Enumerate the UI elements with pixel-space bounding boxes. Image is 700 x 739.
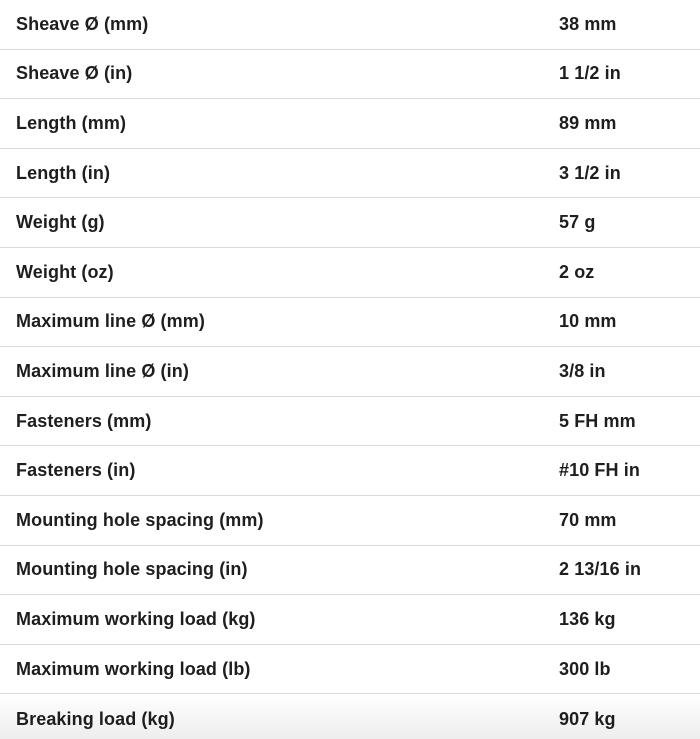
spec-value: 3 1/2 in	[559, 162, 621, 183]
spec-value: 136 kg	[559, 608, 616, 629]
spec-row-length-mm	[0, 99, 700, 149]
spec-label: Sheave Ø (mm)	[16, 13, 149, 34]
spec-row-fasteners-mm	[0, 397, 700, 447]
spec-label: Length (mm)	[16, 112, 127, 133]
spec-value: 38 mm	[559, 13, 617, 34]
spec-row-weight-g	[0, 198, 700, 248]
spec-label: Breaking load (kg)	[16, 708, 175, 729]
spec-label: Weight (g)	[16, 212, 105, 233]
spec-row-hole-spacing-in	[0, 546, 700, 596]
spec-value: 1 1/2 in	[559, 63, 621, 84]
spec-row-max-line-in	[0, 347, 700, 397]
spec-label: Weight (oz)	[16, 261, 114, 282]
spec-value: 5 FH mm	[559, 410, 636, 431]
spec-label: Sheave Ø (in)	[16, 63, 133, 84]
spec-label: Maximum working load (kg)	[16, 608, 256, 629]
spec-value: 2 13/16 in	[559, 559, 642, 580]
spec-label: Mounting hole spacing (in)	[16, 559, 248, 580]
spec-row-weight-oz	[0, 248, 700, 298]
spec-label: Mounting hole spacing (mm)	[16, 509, 264, 530]
spec-row-max-working-load-lb	[0, 645, 700, 695]
spec-value: 2 oz	[559, 261, 595, 282]
spec-label: Maximum line Ø (in)	[16, 360, 189, 381]
spec-row-max-line-mm	[0, 298, 700, 348]
spec-value: #10 FH in	[559, 460, 640, 481]
spec-row-hole-spacing-mm	[0, 496, 700, 546]
spec-label: Maximum line Ø (mm)	[16, 311, 205, 332]
spec-value: 70 mm	[559, 509, 617, 530]
spec-row-fasteners-in	[0, 446, 700, 496]
spec-value: 907 kg	[559, 708, 616, 729]
spec-value: 300 lb	[559, 658, 611, 679]
spec-value: 3/8 in	[559, 360, 606, 381]
spec-label: Maximum working load (lb)	[16, 658, 251, 679]
spec-row-sheave-mm	[0, 0, 700, 50]
spec-row-sheave-in	[0, 50, 700, 100]
spec-label: Length (in)	[16, 162, 111, 183]
spec-row-length-in	[0, 149, 700, 199]
spec-row-max-working-load-kg	[0, 595, 700, 645]
spec-row-breaking-load-kg	[0, 694, 700, 739]
spec-value: 89 mm	[559, 112, 617, 133]
spec-label: Fasteners (in)	[16, 460, 136, 481]
spec-value: 57 g	[559, 212, 596, 233]
spec-label: Fasteners (mm)	[16, 410, 152, 431]
spec-value: 10 mm	[559, 311, 617, 332]
